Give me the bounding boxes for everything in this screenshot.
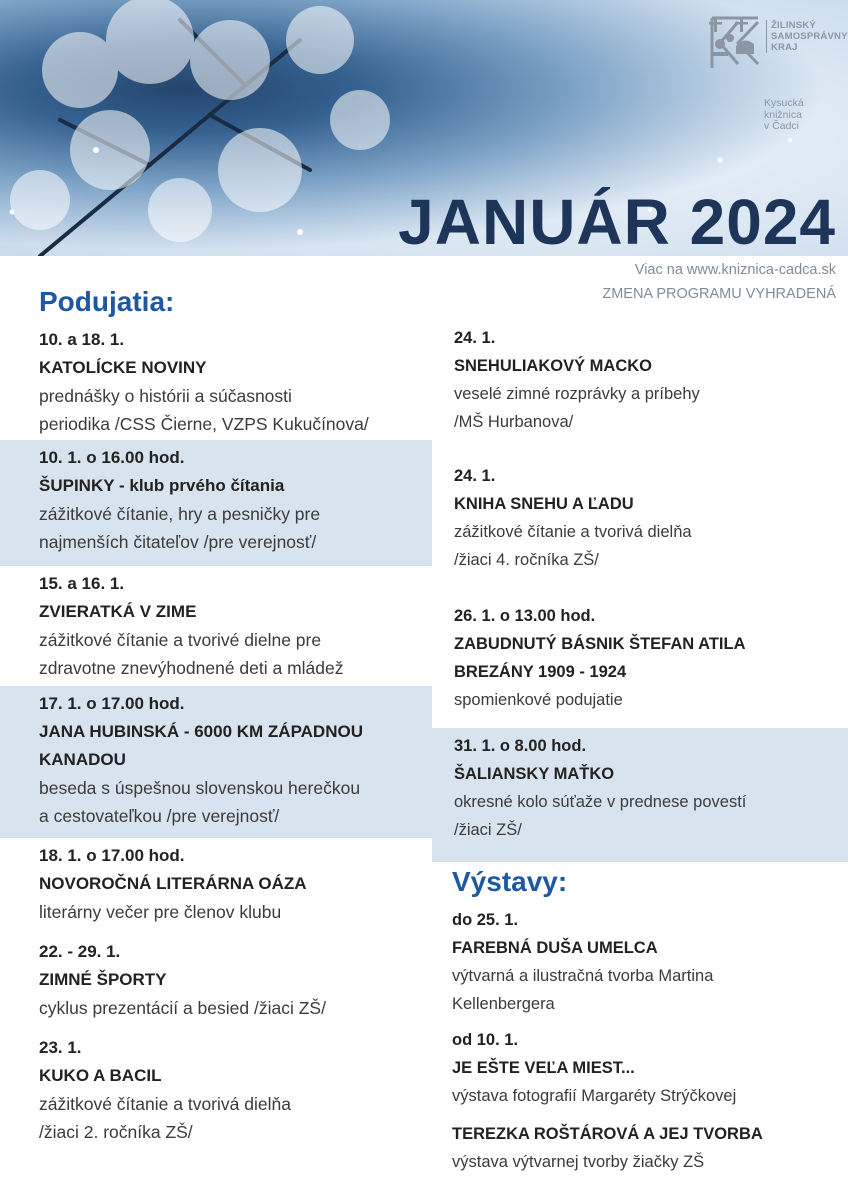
event-date: 26. 1. o 13.00 hod. (454, 607, 596, 625)
region-name-line: ŽILINSKÝ (771, 20, 816, 31)
event-date: 18. 1. o 17.00 hod. (39, 846, 185, 865)
event-description: Kellenbergera (452, 995, 555, 1013)
event-description: zážitkové čítanie a tvorivá dielňa (39, 1094, 291, 1114)
event-name: ŠALIANSKY MAŤKO (454, 765, 615, 783)
event-name: NOVOROČNÁ LITERÁRNA OÁZA (39, 874, 307, 893)
event-date: 22. - 29. 1. (39, 942, 121, 961)
event-item (0, 440, 432, 566)
event-description: a cestovateľkou /pre verejnosť/ (39, 806, 280, 826)
event-item (432, 458, 848, 584)
event-item (0, 566, 432, 686)
event-item (432, 320, 848, 440)
event-date: do 25. 1. (452, 911, 519, 929)
logo-group (708, 14, 848, 144)
event-item (0, 1030, 432, 1150)
event-description: periodika /CSS Čierne, VZPS Kukučínova/ (39, 414, 369, 434)
library-name-line: v Čadci (764, 120, 800, 132)
event-item (432, 728, 848, 862)
region-name-line: SAMOSPRÁVNY (771, 31, 848, 42)
event-item (432, 598, 848, 722)
event-description: zážitkové čítanie, hry a pesničky pre (39, 504, 321, 524)
website-note: Viac na www.kniznica-cadca.sk (634, 262, 836, 278)
event-description: cyklus prezentácií a besied /žiaci ZŠ/ (39, 998, 326, 1018)
library-name-line: knižnica (764, 108, 802, 121)
event-date: 10. 1. o 16.00 hod. (39, 448, 185, 467)
events-heading: Podujatia: (39, 286, 175, 317)
region-name (766, 20, 848, 53)
event-name: TEREZKA ROŠTÁROVÁ A JEJ TVORBA (452, 1125, 763, 1143)
event-name: KANADOU (39, 750, 126, 769)
event-name: ZIMNÉ ŠPORTY (39, 970, 167, 989)
event-name: KUKO A BACIL (39, 1066, 162, 1085)
event-description: prednášky o histórii a súčasnosti (39, 386, 292, 406)
event-name: JE EŠTE VEĽA MIEST... (452, 1059, 635, 1077)
event-name: BREZÁNY 1909 - 1924 (454, 663, 627, 681)
event-description: najmenších čitateľov /pre verejnosť/ (39, 532, 317, 552)
event-name: KATOLÍCKE NOVINY (39, 358, 207, 377)
library-logo-icon (708, 14, 762, 72)
event-description: /žiaci 4. ročníka ZŠ/ (454, 551, 599, 569)
event-date: 10. a 18. 1. (39, 330, 125, 349)
event-description: /MŠ Hurbanova/ (454, 413, 574, 431)
event-name: SNEHULIAKOVÝ MACKO (454, 357, 653, 375)
event-date: 31. 1. o 8.00 hod. (454, 737, 587, 755)
event-description: veselé zimné rozprávky a príbehy (454, 385, 700, 403)
event-item (0, 934, 432, 1030)
event-description: výstava výtvarnej tvorby žiačky ZŠ (452, 1153, 705, 1171)
event-description: okresné kolo súťaže v prednese povestí (454, 793, 747, 811)
library-name-line: Kysucká (764, 97, 804, 109)
event-date: 15. a 16. 1. (39, 574, 125, 593)
event-description: beseda s úspešnou slovenskou herečkou (39, 778, 361, 798)
event-name: ZABUDNUTÝ BÁSNIK ŠTEFAN ATILA (454, 635, 746, 653)
region-name-line: KRAJ (771, 42, 798, 53)
change-notice: ZMENA PROGRAMU VYHRADENÁ (602, 286, 836, 302)
event-description: zážitkové čítanie a tvorivá dielňa (454, 523, 692, 541)
event-description: spomienkové podujatie (454, 691, 623, 709)
event-name: ZVIERATKÁ V ZIME (39, 602, 197, 621)
event-item (0, 322, 432, 440)
library-name (764, 98, 840, 133)
event-name: ŠUPINKY - klub prvého čítania (39, 476, 285, 495)
event-date: 24. 1. (454, 329, 496, 347)
event-description: výstava fotografií Margaréty Strýčkovej (452, 1087, 737, 1105)
exhibition-item (432, 902, 848, 1022)
event-name: KNIHA SNEHU A ĽADU (454, 495, 634, 513)
event-date: od 10. 1. (452, 1031, 519, 1049)
event-item (0, 838, 432, 934)
event-name: JANA HUBINSKÁ - 6000 KM ZÁPADNOU (39, 722, 363, 741)
event-name: FAREBNÁ DUŠA UMELCA (452, 939, 658, 957)
event-description: literárny večer pre členov klubu (39, 902, 282, 922)
exhibition-item (432, 1022, 848, 1116)
event-description: /žiaci ZŠ/ (454, 821, 522, 839)
event-description: /žiaci 2. ročníka ZŠ/ (39, 1122, 193, 1142)
exhibition-item (432, 1116, 848, 1178)
exhibitions-heading: Výstavy: (452, 866, 568, 897)
event-item (0, 686, 432, 838)
page-title: JANUÁR 2024 (398, 186, 836, 256)
event-description: zážitkové čítanie a tvorivé dielne pre (39, 630, 322, 650)
event-date: 24. 1. (454, 467, 496, 485)
event-date: 23. 1. (39, 1038, 82, 1057)
event-description: výtvarná a ilustračná tvorba Martina (452, 967, 714, 985)
event-description: zdravotne znevýhodnené deti a mládež (39, 658, 344, 678)
event-date: 17. 1. o 17.00 hod. (39, 694, 185, 713)
header-banner (0, 0, 848, 256)
